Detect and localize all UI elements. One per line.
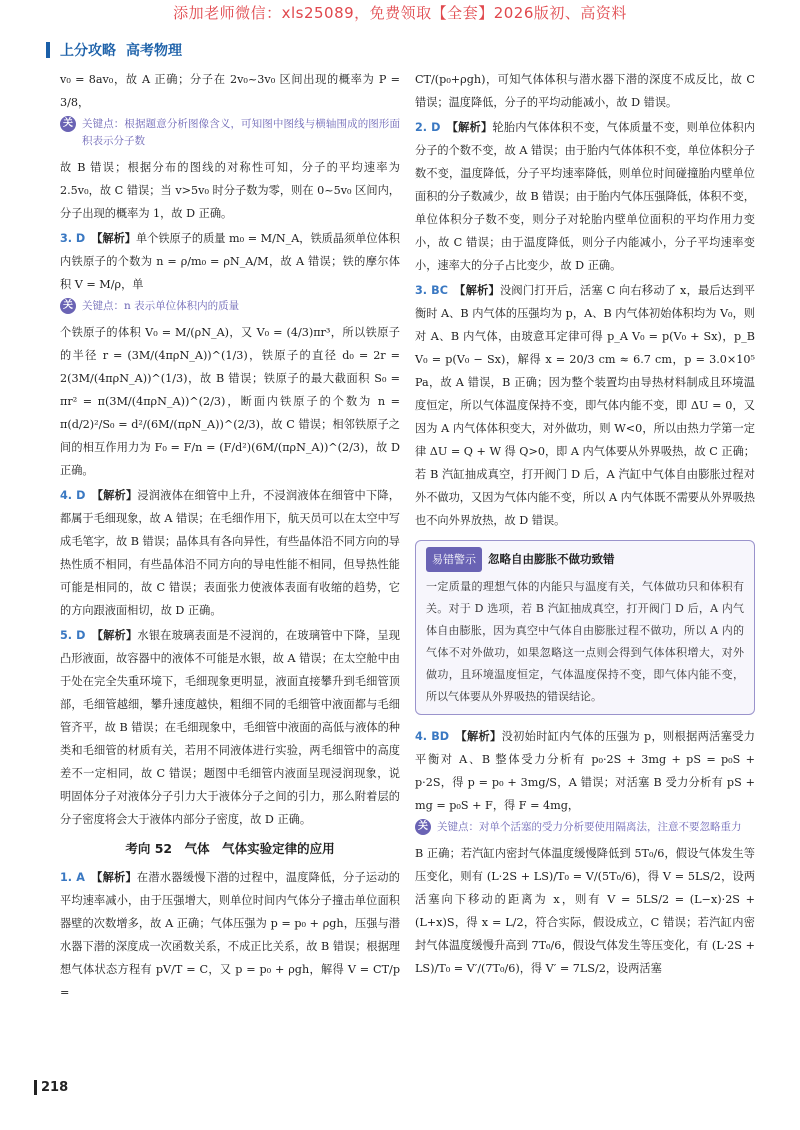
warning-tag: 易错警示 (426, 547, 482, 572)
header-accent-bar (46, 42, 50, 58)
section-question-1: 1. A 【解析】在潜水器缓慢下潜的过程中，温度降低，分子运动的平均速率减小，由于压强增大，则单位时间内气体分子撞击单位面积器壁的次数增多，故 A 正确；气体压强为 p = p₀ + ρgh，压强与潜水器下潜的深度成一次函数关系，不成正比关系，故 B 错误；根据理想气体状态方程有 pV/T = C，又 p = p₀ + ρgh，解得 V = CT/p = (60, 870, 400, 999)
question-3: 3. BC 【解析】没阀门打开后，活塞 C 向右移动了 x，最后达到平衡时 A、B 内气体的压强均为 p，A、B 内气体初始体积均为 V₀，则对 A、B 内气体，由玻意耳定律可得 p_A V₀ = p(V₀ + Sx)，p_B V₀ = p(V₀ − Sx)，解得 x = 20/3 cm ≈ 6.7 cm，p = 3.0×10⁵ Pa，故 A 错误，B 正确；因为整个装置均由导热材料制成且环境温度恒定，所以气体温度保持不变，即气体内能不变，即 ΔU = 0，又因为 A 内气体体积变大，对外做功，则 W<0，所以由热力学第一定律 ΔU = Q + W 得 Q>0，即 A 内气体要从外界吸热，故 C 正确；若 B 汽缸抽成真空，打开阀门 D 后，A 汽缸中气体自由膨胀过程对外不做功，又因为气体内能不变，所以 A 内气体既不需要从外界吸热也不向外界放热，故 D 错误。 (415, 283, 755, 527)
section-title: 考向 52 气体 气体实验定律的应用 (125, 841, 335, 856)
watermark-text: 添加老师微信：xls25089，免费领取【全套】2026版初、高资料 (173, 4, 627, 22)
page-number: 218 (34, 1080, 68, 1095)
key-point-note: 关 关键点：根据题意分析图像含义，可知图中图线与横轴围成的图形面积表示分子数 (60, 116, 400, 150)
paragraph: 故 B 错误；根据分布的图线的对称性可知，分子的平均速率为 2.5v₀，故 C 错误；当 v>5v₀ 时分子数为零，则在 0~5v₀ 区间内，分子出现的概率为 1，故 D 正确。 (60, 161, 400, 220)
error-warning-box (415, 540, 755, 715)
key-point-icon: 关 (60, 298, 76, 314)
key-point-icon: 关 (60, 116, 76, 132)
question-2: 2. D 【解析】轮胎内气体体积不变，气体质量不变，则单位体积内分子的个数不变，故 A 错误；由于胎内气体体积不变，单位体积分子数不变，温度降低，分子平均速率降低，则单位时间碰撞胎内壁单位面积的分子数减少，故 B 错误；由于胎内气体压强降低，体积不变，单位体积分子数不变，则分子对轮胎内壁单位面积的平均作用力变小，故 C 错误；由于温度降低，则分子内能减小，分子平均速率变小，速率大的分子占比变少，故 D 正确。 (415, 120, 755, 272)
left-column (60, 68, 400, 1006)
right-column (415, 68, 755, 982)
header-subject: 高考物理 (126, 43, 182, 59)
question-3: 3. D 【解析】单个铁原子的质量 m₀ = M/N_A，铁质晶须单位体积内铁原子的个数为 n = ρ/m₀ = ρN_A/M，故 A 错误；铁的摩尔体积 V = M/ρ，单 (60, 231, 400, 291)
key-point-icon: 关 (415, 819, 431, 835)
paragraph: B 正确；若汽缸内密封气体温度缓慢降低到 5T₀/6，假设气体发生等压变化，则有 (L·2S + LS)/T₀ = V/(5T₀/6)，得 V = 5LS/2，设两活塞向下移动的距离为 x，则有 V = 5LS/2 = (L−x)·2S + (L+x)S，得 x = L/2，符合实际，假设成立，C 错误；若汽缸内密封气体温度缓慢升高到 7T₀/6，假设气体发生等压变化，有 (L·2S + LS)/T₀ = V′/(7T₀/6)，得 V′ = 7LS/2，设两活塞 (415, 847, 755, 975)
header-series: 上分攻略 (60, 43, 116, 59)
question-4: 4. D 【解析】浸润液体在细管中上升，不浸润液体在细管中下降，都属于毛细现象，故 A 错误；在毛细作用下，航天员可以在太空中写成毛笔字，故 B 错误；晶体具有各向异性，有些晶体沿不同方向的导热性质不相同，有些晶体沿不同方向的导电性能不相同，但导热性能可能是相同的，故 C 错误；表面张力使液体表面有收缩的趋势，它的方向跟液面相切，故 D 正确。 (60, 488, 400, 617)
warning-body: 一定质量的理想气体的内能只与温度有关，气体做功只和体积有关。对于 D 选项，若 B 汽缸抽成真空，打开阀门 D 后，A 内气体自由膨胀，因为真空中气体自由膨胀过程不做功，所以 A 内的气体不对外做功，如果忽略这一点则会得到气体体积增大，对外做功，且环境温度恒定，气体温度保持不变，即气体内能不变，所以气体要从外界吸热的错误结论。 (426, 580, 744, 703)
question-4: 4. BD 【解析】没初始时缸内气体的压强为 p，则根据两活塞受力平衡对 A、B 整体受力分析有 p₀·2S + 3mg + pS = p₀S + p·2S，得 p = p₀ + 3mg/S，A 错误；对活塞 B 受力分析有 pS + mg = p₀S + F，得 F = 4mg， (415, 729, 755, 812)
key-point-note: 关 关键点：n 表示单位体积内的质量 (60, 298, 400, 315)
question-5: 5. D 【解析】水银在玻璃表面是不浸润的，在玻璃管中下降，呈现凸形液面，故容器中的液体不可能是水银，故 A 错误；在太空舱中由于处在完全失重环境下，毛细现象更明显，液面直接攀升到毛细管顶部，毛细管越细，攀升速度越快，粗细不同的毛细管中液面都与毛细管齐平，故 B 错误；在毛细现象中，毛细管中液面的高低与液体的种类和毛细管的材质有关，若用不同液体进行实验，两毛细管中的高度差不一定相同，故 C 错误；题图中毛细管内液面呈现浸润现象，说明固体分子对液体分子引力大于液体分子之间的引力，那么附着层的分子密度将会大于液体内部分子密度，故 D 正确。 (60, 628, 400, 826)
key-point-note: 关 关键点：对单个活塞的受力分析要使用隔离法，注意不要忽略重力 (415, 819, 755, 836)
page-header (46, 40, 182, 60)
paragraph: 个铁原子的体积 V₀ = M/(ρN_A)，又 V₀ = (4/3)πr³，所以铁原子的半径 r = (3M/(4πρN_A))^(1/3)，铁原子的直径 d₀ = 2r = 2(3M/(4πρN_A))^(1/3)，故 B 错误；铁原子的最大截面积 S₀ = πr² = π(3M/(4πρN_A))^(2/3)，断面内铁原子的个数为 n = π(d/2)²/S₀ = d²/(6M/(πρN_A))^(2/3)，故 C 错误；相邻铁原子之间的相互作用力为 F₀ = F/n = (F/d²)(6M/(πρN_A))^(2/3)，故 D 正确。 (60, 326, 400, 477)
warning-title: 忽略自由膨胀不做功致错 (488, 552, 615, 566)
paragraph: CT/(p₀+ρgh)，可知气体体积与潜水器下潜的深度不成反比，故 C 错误；温度降低，分子的平均动能减小，故 D 错误。 (415, 73, 755, 109)
paragraph: v₀ = 8av₀，故 A 正确；分子在 2v₀~3v₀ 区间出现的概率为 P = 3/8， (60, 73, 400, 109)
